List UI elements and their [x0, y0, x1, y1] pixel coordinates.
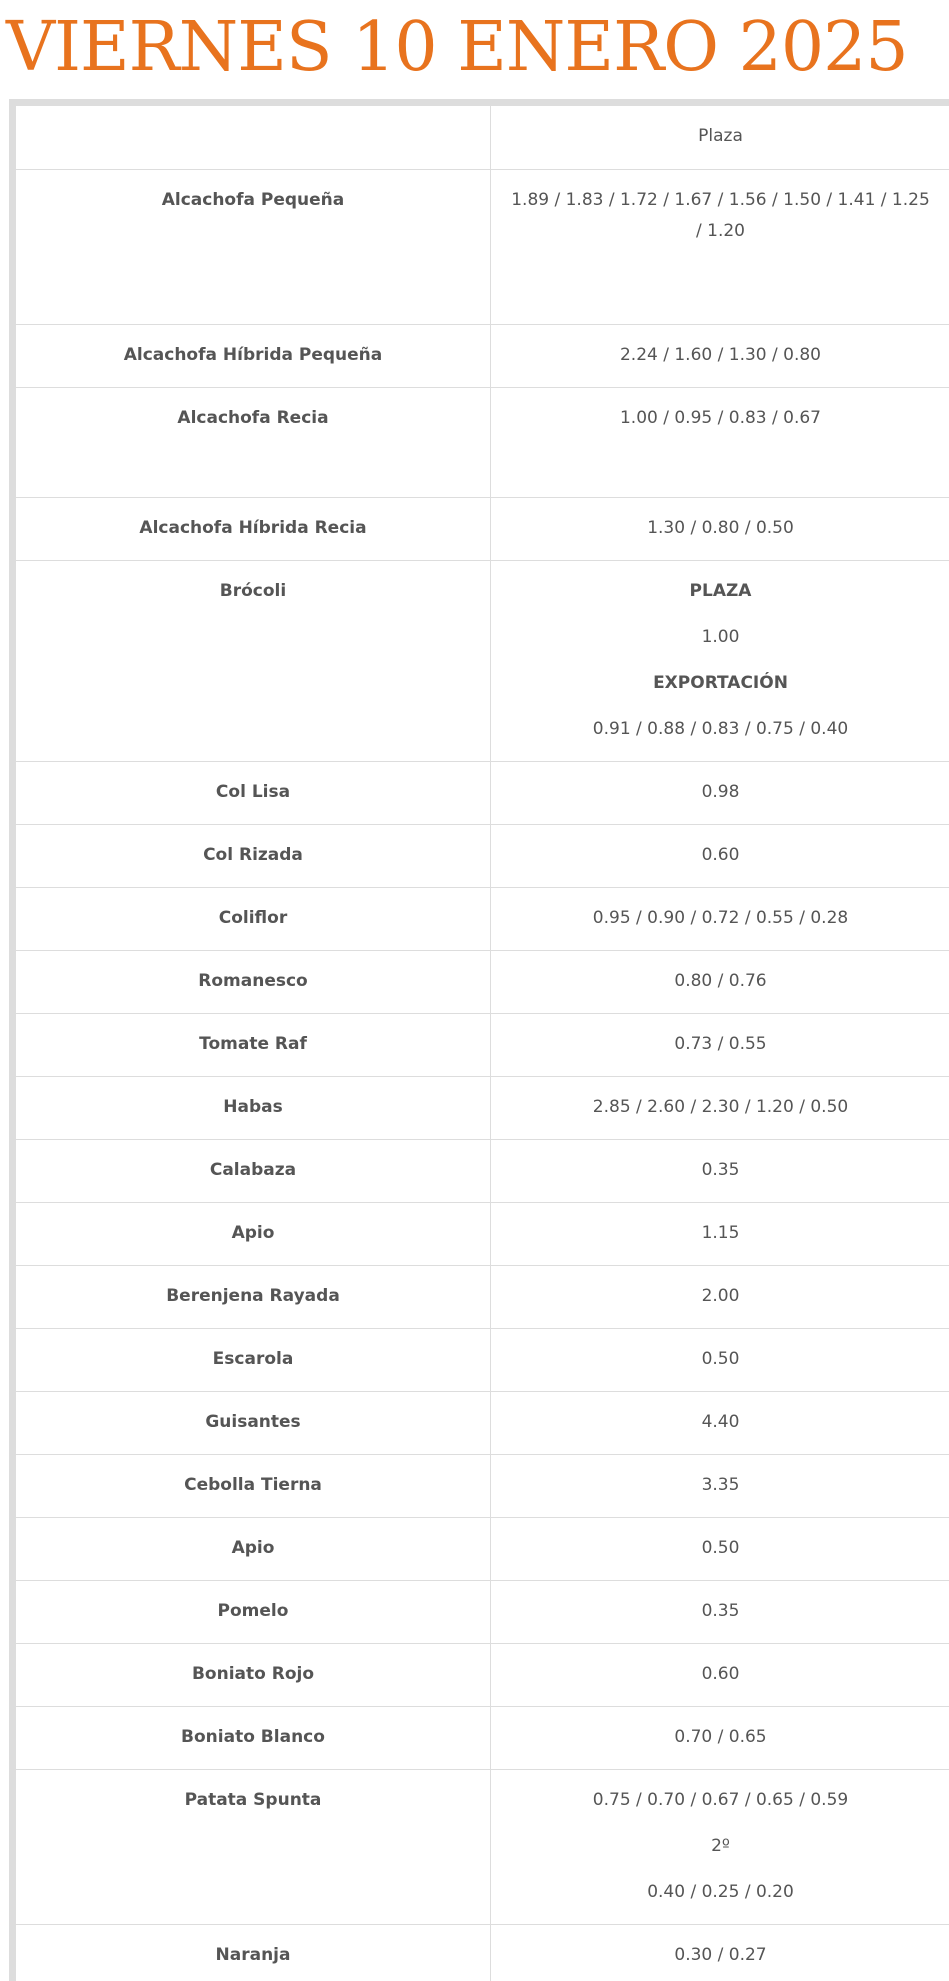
price-value: 2.00	[701, 1286, 740, 1306]
price-cell	[491, 1770, 949, 1925]
price-value: 0.95 / 0.90 / 0.72 / 0.55 / 0.28	[592, 908, 849, 928]
price-cell	[491, 762, 949, 825]
table-row	[16, 825, 949, 888]
price-value: 0.73 / 0.55	[674, 1034, 767, 1054]
product-name: Naranja	[16, 1925, 491, 1981]
price-value: 0.80 / 0.76	[674, 971, 767, 991]
table-row	[16, 325, 949, 388]
price-cell	[491, 1644, 949, 1707]
product-name: Alcachofa Híbrida Recia	[16, 498, 491, 561]
price-cell	[491, 1014, 949, 1077]
table-row	[16, 170, 949, 325]
table-row	[16, 1014, 949, 1077]
price-value: 0.35	[701, 1160, 740, 1180]
page-title: VIERNES 10 ENERO 2025	[6, 8, 908, 87]
table-row	[16, 888, 949, 951]
price-quality-label: 2º	[711, 1836, 730, 1856]
price-value: 0.91 / 0.88 / 0.83 / 0.75 / 0.40	[592, 719, 849, 739]
table-row	[16, 388, 949, 498]
product-name: Boniato Blanco	[16, 1707, 491, 1770]
product-name: Patata Spunta	[16, 1770, 491, 1925]
price-section-label: PLAZA	[689, 581, 752, 601]
table-row	[16, 1707, 949, 1770]
product-name: Col Lisa	[16, 762, 491, 825]
product-name: Apio	[16, 1203, 491, 1266]
product-name: Calabaza	[16, 1140, 491, 1203]
price-cell	[491, 1140, 949, 1203]
price-cell	[491, 1581, 949, 1644]
product-name: Pomelo	[16, 1581, 491, 1644]
price-value: 2.85 / 2.60 / 2.30 / 1.20 / 0.50	[592, 1097, 849, 1117]
product-name: Coliflor	[16, 888, 491, 951]
prices-table	[15, 105, 949, 1981]
header-product	[16, 106, 491, 170]
table-row	[16, 1140, 949, 1203]
price-cell	[491, 1925, 949, 1981]
price-cell	[491, 825, 949, 888]
product-name: Col Rizada	[16, 825, 491, 888]
product-name: Tomate Raf	[16, 1014, 491, 1077]
price-cell	[491, 1518, 949, 1581]
product-name: Apio	[16, 1518, 491, 1581]
table-row	[16, 498, 949, 561]
product-name: Boniato Rojo	[16, 1644, 491, 1707]
price-cell	[491, 388, 949, 498]
price-value: 4.40	[701, 1412, 740, 1432]
price-section-label: EXPORTACIÓN	[653, 673, 788, 693]
product-name: Escarola	[16, 1329, 491, 1392]
price-cell	[491, 561, 949, 762]
header-price: Plaza	[491, 106, 949, 170]
price-value: 1.30 / 0.80 / 0.50	[647, 518, 794, 538]
price-value: 0.40 / 0.25 / 0.20	[647, 1882, 794, 1902]
product-name: Guisantes	[16, 1392, 491, 1455]
table-row	[16, 1203, 949, 1266]
price-cell	[491, 1455, 949, 1518]
table-header-row	[16, 106, 949, 170]
table-row	[16, 762, 949, 825]
price-value: 3.35	[701, 1475, 740, 1495]
table-row	[16, 1455, 949, 1518]
price-cell	[491, 1266, 949, 1329]
product-name: Habas	[16, 1077, 491, 1140]
table-row	[16, 1581, 949, 1644]
price-cell	[491, 1077, 949, 1140]
price-cell	[491, 1707, 949, 1770]
price-cell	[491, 951, 949, 1014]
price-value: 1.89 / 1.83 / 1.72 / 1.67 / 1.56 / 1.50 / 1.41 / 1.25 / 1.20	[511, 190, 930, 241]
product-name: Romanesco	[16, 951, 491, 1014]
price-value: 0.30 / 0.27	[674, 1945, 767, 1965]
price-value: 1.00	[701, 627, 740, 647]
price-cell	[491, 1329, 949, 1392]
product-name: Berenjena Rayada	[16, 1266, 491, 1329]
price-value: 0.75 / 0.70 / 0.67 / 0.65 / 0.59	[592, 1790, 849, 1810]
table-row	[16, 1770, 949, 1925]
price-value: 2.24 / 1.60 / 1.30 / 0.80	[619, 345, 821, 365]
table-row	[16, 1518, 949, 1581]
product-name: Cebolla Tierna	[16, 1455, 491, 1518]
product-name: Alcachofa Recia	[16, 388, 491, 498]
table-row	[16, 1644, 949, 1707]
price-cell	[491, 1203, 949, 1266]
price-value: 0.35	[701, 1601, 740, 1621]
product-name: Alcachofa Híbrida Pequeña	[16, 325, 491, 388]
price-value: 1.00 / 0.95 / 0.83 / 0.67	[619, 408, 821, 428]
price-cell	[491, 1392, 949, 1455]
table-row	[16, 951, 949, 1014]
price-value: 0.50	[701, 1538, 740, 1558]
price-cell	[491, 498, 949, 561]
price-value: 0.98	[701, 782, 740, 802]
price-value: 0.60	[701, 1664, 740, 1684]
price-value: 1.15	[701, 1223, 740, 1243]
price-value: 0.60	[701, 845, 740, 865]
product-name: Alcachofa Pequeña	[16, 170, 491, 325]
table-row	[16, 561, 949, 762]
prices-table-container	[9, 99, 949, 1981]
price-cell	[491, 888, 949, 951]
price-value: 0.50	[701, 1349, 740, 1369]
table-row	[16, 1329, 949, 1392]
price-cell	[491, 325, 949, 388]
price-cell	[491, 170, 949, 325]
product-name: Brócoli	[16, 561, 491, 762]
price-value: 0.70 / 0.65	[674, 1727, 767, 1747]
table-row	[16, 1392, 949, 1455]
table-row	[16, 1266, 949, 1329]
table-row	[16, 1925, 949, 1981]
table-row	[16, 1077, 949, 1140]
